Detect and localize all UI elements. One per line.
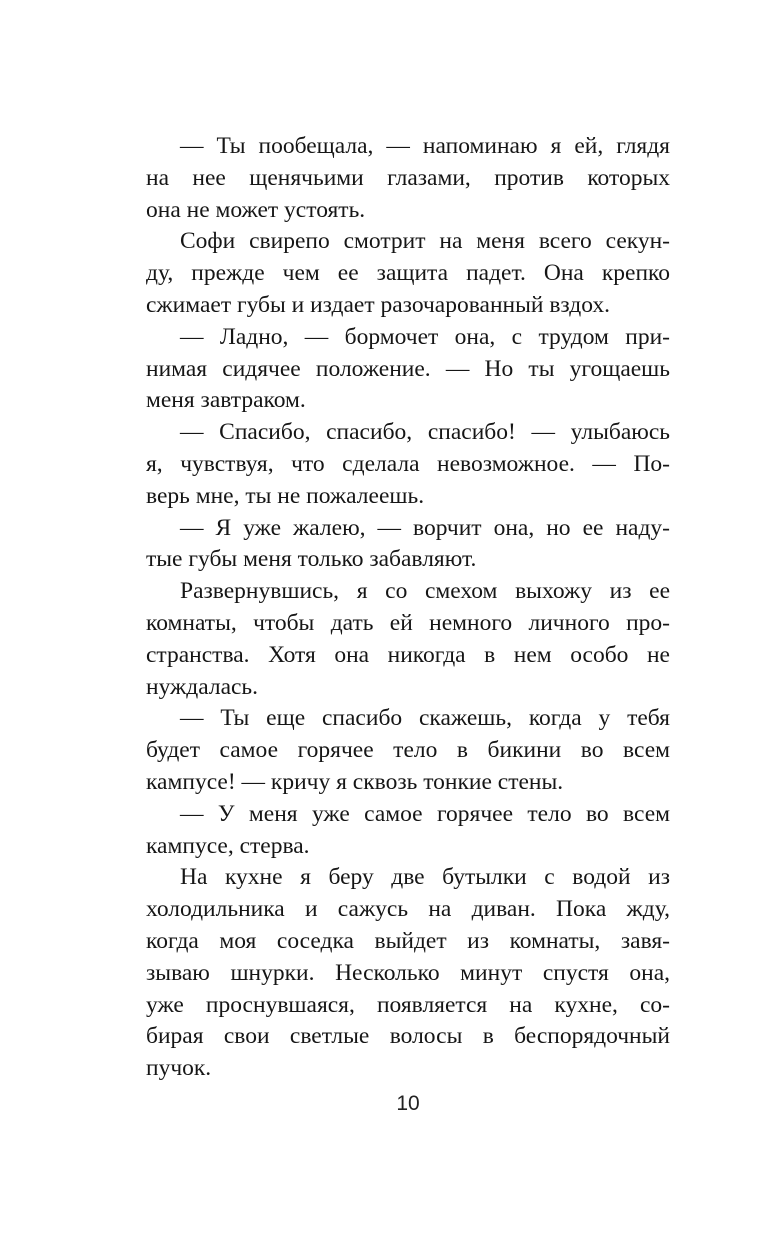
- text-line: На кухне я беру две бутылки с водой из: [180, 864, 670, 891]
- text-line: сжимает губы и издает разочарованный вздох.: [146, 291, 611, 318]
- text-line: верь мне, ты не пожалеешь.: [146, 482, 425, 509]
- paragraph: [146, 417, 670, 512]
- text-line: комнаты, чтобы дать ей немного личного про-: [146, 609, 670, 636]
- text-line: кампусе, стерва.: [146, 832, 310, 859]
- paragraph: [146, 703, 670, 798]
- text-line: кампусе! — кричу я сквозь тонкие стены.: [146, 768, 564, 795]
- text-line: Софи свирепо смотрит на меня всего секун-: [180, 228, 670, 255]
- text-line: — Ты пообещала, — напоминаю я ей, глядя: [180, 133, 670, 159]
- text-line: — Ладно, — бормочет она, с трудом при-: [180, 323, 670, 350]
- text-line: Развернувшись, я со смехом выхожу из ее: [180, 578, 670, 605]
- text-line: нимая сидячее положение. — Но ты угощаешь: [146, 355, 670, 382]
- text-line: меня завтраком.: [146, 387, 306, 414]
- text-line: бирая свои светлые волосы в беспорядочный: [146, 1023, 670, 1050]
- text-line: когда моя соседка выйдет из комнаты, завя-: [146, 927, 670, 954]
- text-line: нуждалась.: [146, 673, 259, 700]
- page-number: 10: [396, 1092, 420, 1115]
- text-line: холодильника и сажусь на диван. Пока жду,: [146, 896, 670, 923]
- text-line: тые губы меня только забавляют.: [146, 546, 477, 573]
- text-line: я, чувствуя, что сделала невозможное. — По-: [146, 450, 670, 477]
- text-line: она не может устоять.: [146, 196, 366, 223]
- text-line: уже проснувшаяся, появляется на кухне, со-: [146, 991, 670, 1018]
- paragraph: [146, 226, 670, 321]
- paragraph: [146, 513, 670, 577]
- text-line: зываю шнурки. Несколько минут спустя она,: [146, 959, 670, 986]
- text-line: — Ты еще спасибо скажешь, когда у тебя: [180, 705, 670, 732]
- text-line: — Я уже жалею, — ворчит она, но ее наду-: [180, 514, 670, 541]
- paragraph: [146, 131, 670, 226]
- text-line: ду, прежде чем ее защита падет. Она крепко: [146, 260, 670, 287]
- text-line: будет самое горячее тело в бикини во всем: [146, 737, 670, 764]
- paragraph: [146, 576, 670, 703]
- text-line: — Спасибо, спасибо, спасибо! — улыбаюсь: [180, 419, 670, 446]
- paragraph: [146, 799, 670, 863]
- text-line: на нее щенячьими глазами, против которых: [146, 164, 670, 191]
- text-line: странства. Хотя она никогда в нем особо не: [146, 641, 670, 668]
- text-block: [146, 131, 670, 1085]
- paragraph: [146, 862, 670, 1085]
- paragraph: [146, 322, 670, 417]
- text-line: — У меня уже самое горячее тело во всем: [180, 800, 670, 827]
- text-line: пучок.: [146, 1055, 212, 1082]
